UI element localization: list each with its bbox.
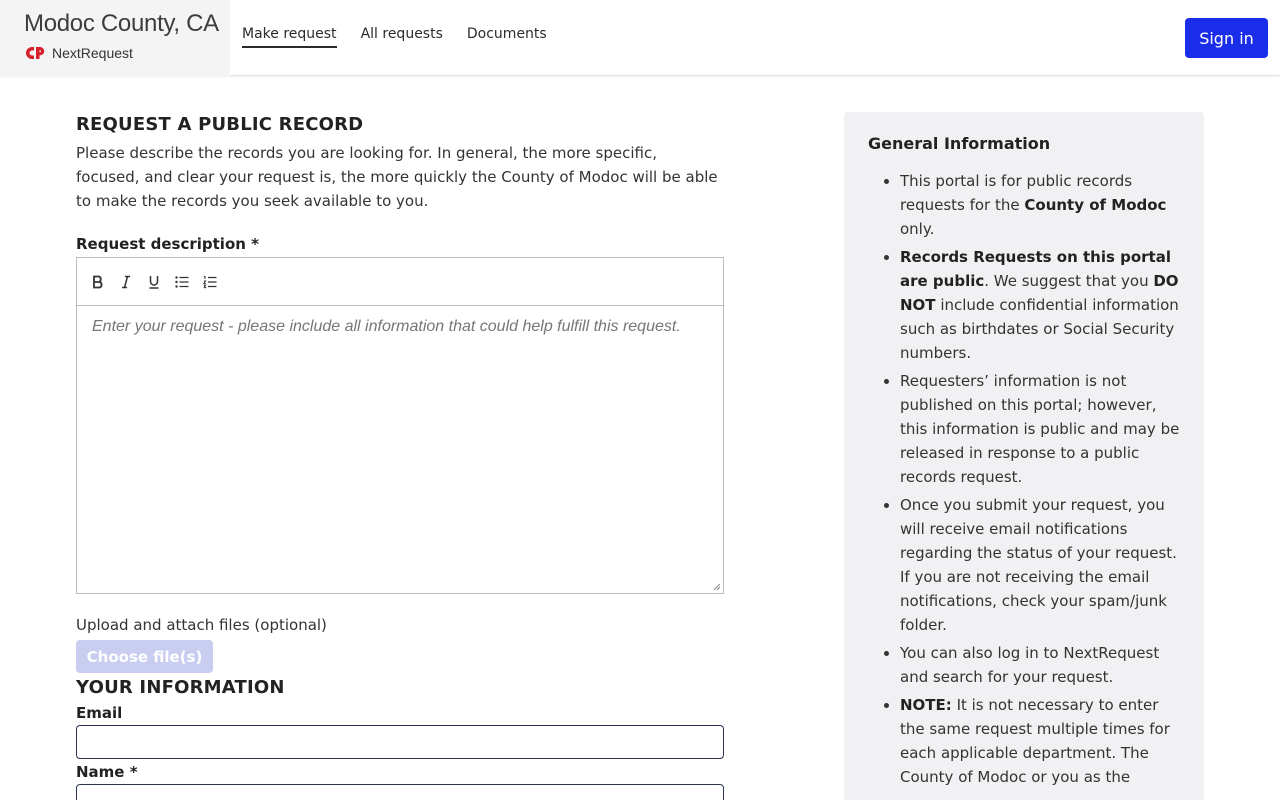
info-text: only.	[900, 220, 935, 238]
brand-name: NextRequest	[52, 45, 133, 61]
info-text: include confidential information such as birthdates or Social Security numbers.	[900, 296, 1179, 362]
brand-block[interactable]	[0, 0, 230, 76]
request-description-label: Request description *	[76, 235, 260, 253]
info-text: . We suggest that you	[984, 272, 1154, 290]
bullet-list-icon[interactable]	[175, 274, 189, 290]
name-label: Name *	[76, 763, 138, 781]
nextrequest-logo-icon	[25, 46, 46, 60]
info-list-item	[900, 369, 1180, 489]
numbered-list-icon[interactable]	[203, 274, 217, 290]
top-header	[0, 0, 1280, 76]
email-field[interactable]	[76, 725, 724, 759]
request-description-placeholder: Enter your request - please include all information that could help fulfill this request.	[92, 318, 681, 335]
info-list-item	[900, 641, 1180, 689]
info-list-item	[900, 169, 1180, 241]
info-text: It is not necessary to enter the same request multiple times for each applicable department. The County of Modoc or you as the	[900, 696, 1170, 786]
request-form	[76, 114, 724, 800]
general-information-title: General Information	[868, 134, 1051, 153]
request-description-input[interactable]	[77, 306, 723, 593]
info-text: Requesters’ information is not published on this portal; however, this information is public and may be released in response to a public records request.	[900, 372, 1180, 486]
italic-icon[interactable]	[119, 274, 133, 290]
page-title: REQUEST A PUBLIC RECORD	[76, 114, 364, 135]
info-emphasis: County of Modoc	[1024, 196, 1167, 214]
main-nav	[242, 26, 547, 48]
general-information-list	[868, 169, 1180, 789]
nav-documents[interactable]: Documents	[466, 26, 547, 42]
info-emphasis: NOTE:	[900, 696, 952, 714]
bold-icon[interactable]	[91, 274, 105, 290]
info-list-item	[900, 693, 1180, 789]
choose-files-button[interactable]: Choose file(s)	[76, 640, 213, 673]
nav-make-request[interactable]: Make request	[242, 26, 337, 48]
agency-name: Modoc County, CA	[24, 10, 219, 37]
intro-text: Please describe the records you are looking for. In general, the more specific, focused, and clear your request is, the more quickly the County of Modoc will be able to make the records you seek available to you.	[76, 144, 718, 210]
info-list-item	[900, 245, 1180, 365]
resize-handle-icon[interactable]	[713, 583, 721, 591]
info-list-item	[900, 493, 1180, 637]
nextrequest-logo	[25, 45, 133, 61]
rich-text-editor	[76, 257, 724, 594]
upload-label: Upload and attach files (optional)	[76, 616, 327, 634]
general-information-panel	[844, 112, 1204, 800]
info-emphasis: Records Requests on this portal are public	[900, 248, 1171, 290]
your-information-title: YOUR INFORMATION	[76, 677, 285, 698]
underline-icon[interactable]	[147, 274, 161, 290]
name-field[interactable]	[76, 784, 724, 800]
info-text: Once you submit your request, you will receive email notifications regarding the status of your request. If you are not receiving the email notifications, check your spam/junk folder.	[900, 496, 1177, 634]
sign-in-button[interactable]: Sign in	[1185, 18, 1268, 58]
info-emphasis: DO NOT	[900, 272, 1179, 314]
info-text: This portal is for public records requests for the	[900, 172, 1133, 214]
nav-all-requests[interactable]: All requests	[360, 26, 443, 42]
info-text: You can also log in to NextRequest and search for your request.	[900, 644, 1160, 686]
email-label: Email	[76, 704, 123, 722]
editor-toolbar	[77, 258, 723, 306]
